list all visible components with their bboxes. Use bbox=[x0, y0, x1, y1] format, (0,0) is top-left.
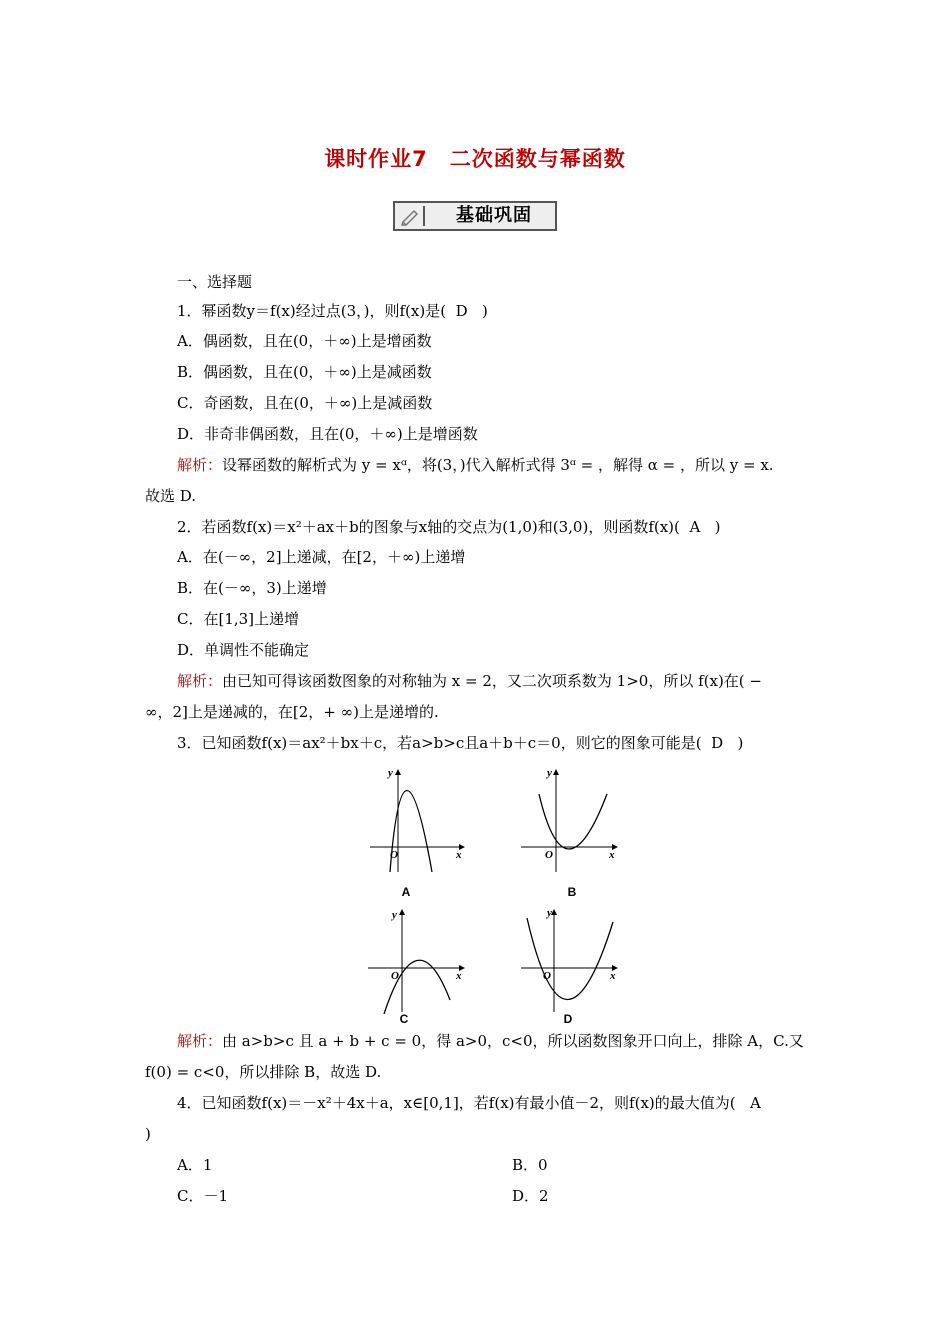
solution-label: 解析： bbox=[177, 672, 223, 690]
pencil-icon bbox=[399, 206, 425, 226]
origin-label: O bbox=[391, 970, 399, 982]
question-3-close: ) bbox=[737, 734, 744, 752]
question-2-solution-cont: ∞，2]上是递减的，在[2，+ ∞)上是递增的. bbox=[145, 703, 439, 721]
question-2-stem bbox=[177, 517, 720, 537]
x-label: x bbox=[456, 849, 462, 861]
question-1-option-d: D．非奇非偶函数，且在(0，＋∞)上是增函数 bbox=[177, 425, 478, 443]
question-1-stem bbox=[177, 301, 488, 321]
question-3-answer: D bbox=[711, 734, 724, 752]
question-4-option-c: C．－1 bbox=[177, 1187, 229, 1205]
graph-c bbox=[362, 904, 472, 1014]
parabola-curve bbox=[527, 918, 613, 1000]
question-1-solution bbox=[177, 455, 774, 475]
question-1-solution-cont: 故选 D. bbox=[145, 487, 197, 505]
question-4-text: 4．已知函数f(x)＝－x²＋4x＋a，x∈[0,1]，若f(x)有最小值－2，则f(x)的最大值为( bbox=[177, 1094, 736, 1112]
question-3-stem bbox=[177, 733, 743, 753]
graph-a-caption: A bbox=[401, 885, 411, 899]
graph-c-caption: C bbox=[399, 1012, 409, 1026]
solution-label: 解析： bbox=[177, 456, 223, 474]
question-4-close: ) bbox=[145, 1125, 151, 1143]
y-label: y bbox=[547, 907, 552, 919]
question-2-option-b: B．在(－∞，3)上递增 bbox=[177, 579, 327, 597]
origin-label: O bbox=[390, 849, 398, 861]
section-heading: 一、选择题 bbox=[177, 273, 253, 291]
y-label: y bbox=[388, 767, 393, 779]
section-banner bbox=[393, 201, 557, 231]
y-label: y bbox=[547, 767, 552, 779]
question-2-option-d: D．单调性不能确定 bbox=[177, 641, 310, 659]
graph-d bbox=[517, 904, 627, 1014]
x-label: x bbox=[609, 849, 615, 861]
question-1-close: ) bbox=[481, 302, 488, 320]
solution-text: 由 a>b>c 且 a + b + c = 0，得 a>0，c<0，所以函数图象开口向上，排除 A，C.又 bbox=[222, 1032, 804, 1050]
solution-text: 由已知可得该函数图象的对称轴为 x = 2，又二次项系数为 1>0，所以 f(x)在( − bbox=[222, 672, 762, 690]
question-4-option-a: A．1 bbox=[177, 1156, 213, 1174]
origin-label: O bbox=[545, 849, 553, 861]
question-3-text: 3．已知函数f(x)＝ax²＋bx＋c，若a>b>c且a＋b＋c＝0，则它的图象可能是( bbox=[177, 734, 702, 752]
graph-b-caption: B bbox=[567, 885, 577, 899]
question-1-answer: D bbox=[455, 302, 468, 320]
question-2-text: 2．若函数f(x)＝x²＋ax＋b的图象与x轴的交点为(1,0)和(3,0)，则函数f(x)( bbox=[177, 518, 680, 536]
question-3-solution-cont: f(0) = c<0，所以排除 B，故选 D. bbox=[145, 1063, 382, 1081]
solution-label: 解析： bbox=[177, 1032, 223, 1050]
graph-d-caption: D bbox=[563, 1012, 573, 1026]
question-2-option-c: C．在[1,3]上递增 bbox=[177, 610, 300, 628]
y-label: y bbox=[392, 909, 397, 921]
page-title: 课时作业7 二次函数与幂函数 bbox=[324, 147, 626, 171]
question-2-option-a: A．在(－∞，2]上递减，在[2，＋∞)上递增 bbox=[177, 548, 466, 566]
question-4-option-d: D．2 bbox=[512, 1187, 549, 1205]
origin-label: O bbox=[543, 970, 551, 982]
question-2-answer: A bbox=[689, 518, 701, 536]
question-1-text: 1．幂函数y＝f(x)经过点(3，)，则f(x)是( bbox=[177, 302, 447, 320]
parabola-curve bbox=[539, 794, 607, 849]
graph-b bbox=[517, 764, 627, 874]
solution-text: 设幂函数的解析式为 y = xᵅ，将(3，)代入解析式得 3ᵅ = ，解得 α = ，所以 y = x. bbox=[222, 456, 774, 474]
question-2-close: ) bbox=[714, 518, 721, 536]
question-4-answer: A bbox=[749, 1094, 761, 1112]
question-3-solution bbox=[177, 1031, 804, 1051]
question-4-stem bbox=[177, 1093, 761, 1113]
x-label: x bbox=[610, 970, 616, 982]
question-1-option-b: B．偶函数，且在(0，＋∞)上是减函数 bbox=[177, 363, 432, 381]
graph-a bbox=[362, 764, 472, 874]
x-label: x bbox=[456, 970, 462, 982]
banner-label: 基础巩固 bbox=[456, 205, 532, 226]
question-1-option-c: C．奇函数，且在(0，＋∞)上是减函数 bbox=[177, 394, 433, 412]
question-1-option-a: A．偶函数，且在(0，＋∞)上是增函数 bbox=[177, 332, 432, 350]
question-4-option-b: B．0 bbox=[512, 1156, 548, 1174]
question-2-solution bbox=[177, 671, 762, 691]
